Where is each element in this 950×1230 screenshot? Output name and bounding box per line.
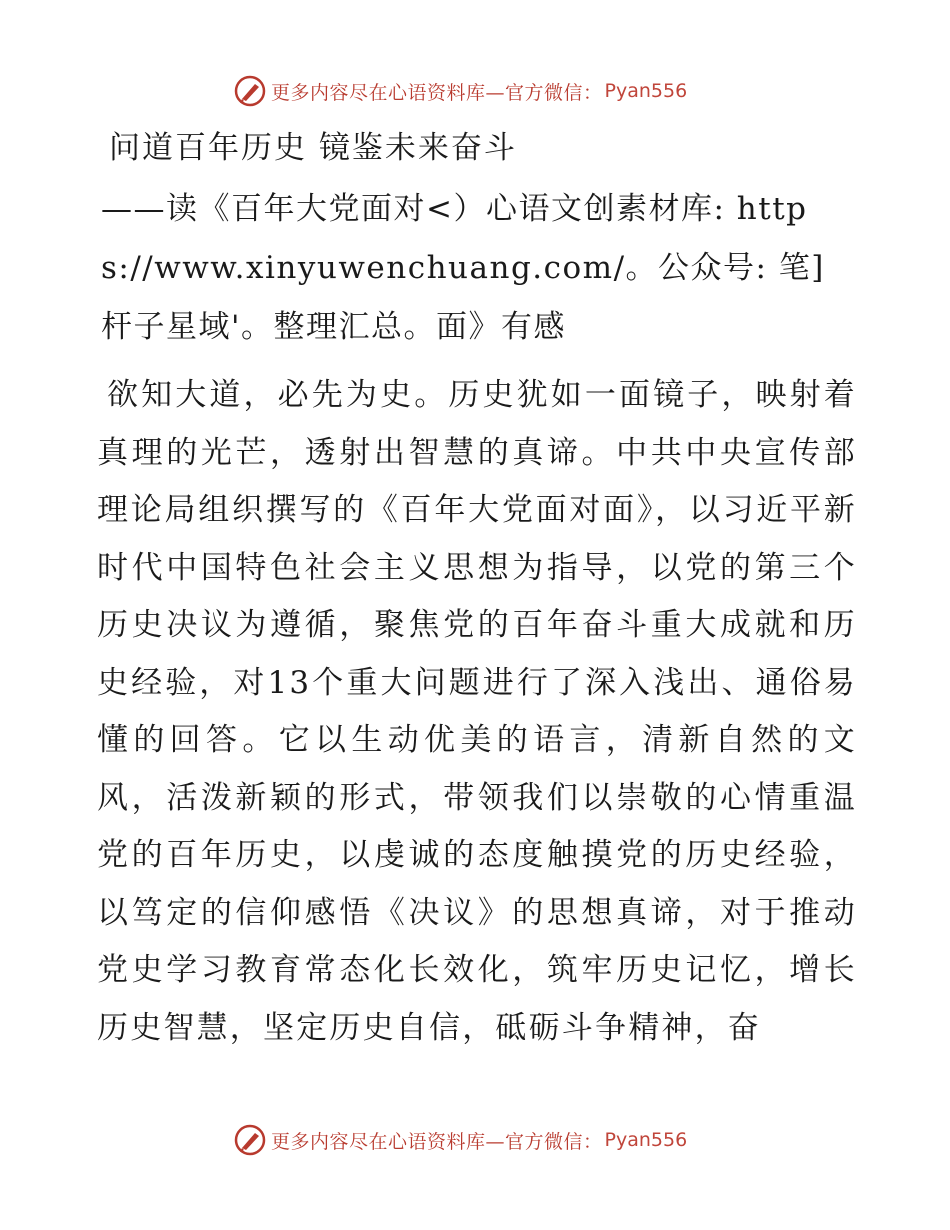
document-subtitle: ——读《百年大党面对<）心语文创素材库: https://www.xinyuwenchuang.com/。公众号: 笔]杆子星域'。整理汇总。面》有感 xyxy=(101,191,825,345)
watermark-wechat-id: Pyan556 xyxy=(604,80,688,102)
header-watermark xyxy=(233,71,687,111)
watermark-text: 更多内容尽在心语资料库—官方微信： xyxy=(271,1130,603,1153)
pen-logo-icon xyxy=(233,74,267,108)
pen-logo-icon xyxy=(233,1123,267,1157)
watermark-wechat-id: Pyan556 xyxy=(604,1129,688,1151)
document-body xyxy=(97,120,857,1057)
body-paragraph: 欲知大道，必先为史。历史犹如一面镜子，映射着真理的光芒，透射出智慧的真谛。中共中央宣传部理论局组织撰写的《百年大党面对面》，以习近平新时代中国特色社会主义思想为指导，以党的第三个历史决议为遵循，聚焦党的百年奋斗重大成就和历史经验，对13个重大问题进行了深入浅出、通俗易懂的回答。它以生动优美的语言，清新自然的文风，活泼新颖的形式，带领我们以崇敬的心情重温党的百年历史，以虔诚的态度触摸党的历史经验，以笃定的信仰感悟《决议》的思想真谛，对于推动党史学习教育常态化长效化，筑牢历史记忆，增长历史智慧，坚定历史自信，砥砺斗争精神，奋 xyxy=(97,377,857,1046)
watermark-text: 更多内容尽在心语资料库—官方微信： xyxy=(271,81,603,104)
footer-watermark xyxy=(233,1120,687,1160)
document-title: 问道百年历史 镜鉴未来奋斗 xyxy=(109,130,517,166)
